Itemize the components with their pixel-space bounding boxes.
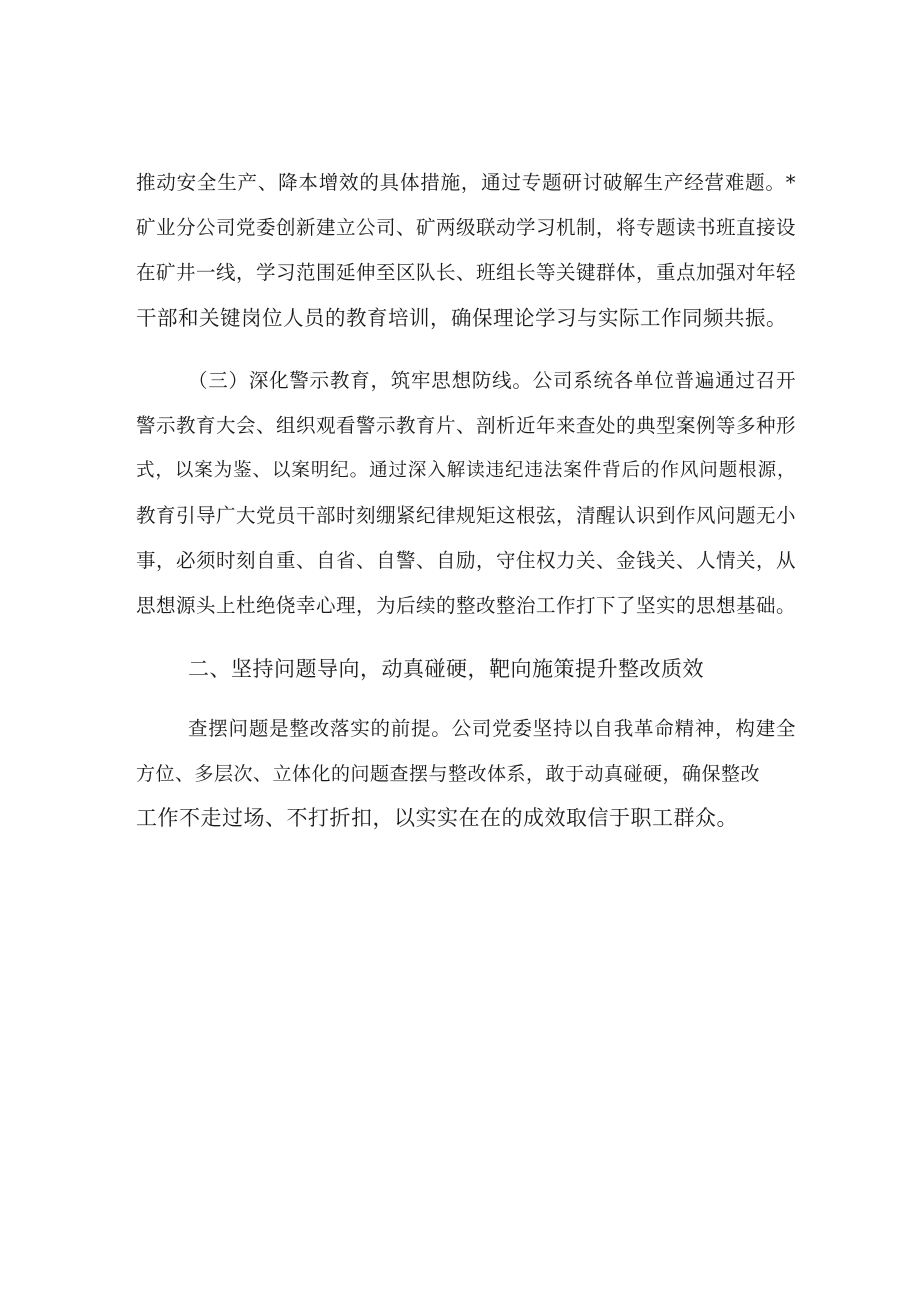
paragraph-line: 在矿井一线，学习范围延伸至区队长、班组长等关键群体，重点加强对年轻 bbox=[136, 261, 797, 284]
paragraph-line: 推动安全生产、降本增效的具体措施，通过专题研讨破解生产经营难题。* bbox=[136, 171, 796, 194]
paragraph-line: （三）深化警示教育，筑牢思想防线。公司系统各单位普遍通过召开 bbox=[188, 369, 796, 392]
paragraph-line: 矿业分公司党委创新建立公司、矿两级联动学习机制，将专题读书班直接设 bbox=[136, 216, 797, 239]
paragraph-line: 警示教育大会、组织观看警示教育片、剖析近年来查处的典型案例等多种形 bbox=[136, 414, 797, 437]
paragraph-line: 查摆问题是整改落实的前提。公司党委坚持以自我革命精神，构建全 bbox=[188, 717, 796, 740]
paragraph-line: 工作不走过场、不打折扣，以实实在在的成效取信于职工群众。 bbox=[136, 806, 738, 830]
paragraph-line: 思想源头上杜绝侥幸心理，为后续的整改整治工作打下了坚实的思想基础。 bbox=[136, 594, 797, 617]
section-heading: 二、坚持问题导向，动真碰硬，靶向施策提升整改质效 bbox=[188, 657, 704, 681]
paragraph-line: 干部和关键岗位人员的教育培训，确保理论学习与实际工作同频共振。 bbox=[136, 306, 787, 330]
paragraph-line: 事，必须时刻自重、自省、自警、自励，守住权力关、金钱关、人情关，从 bbox=[136, 549, 797, 572]
paragraph-line: 方位、多层次、立体化的问题查摆与整改体系，敢于动真碰硬，确保整改 bbox=[136, 763, 761, 785]
paragraph-line: 教育引导广大党员干部时刻绷紧纪律规矩这根弦，清醒认识到作风问题无小 bbox=[136, 504, 797, 527]
paragraph-line: 式，以案为鉴、以案明纪。通过深入解读违纪违法案件背后的作风问题根源， bbox=[136, 460, 796, 481]
